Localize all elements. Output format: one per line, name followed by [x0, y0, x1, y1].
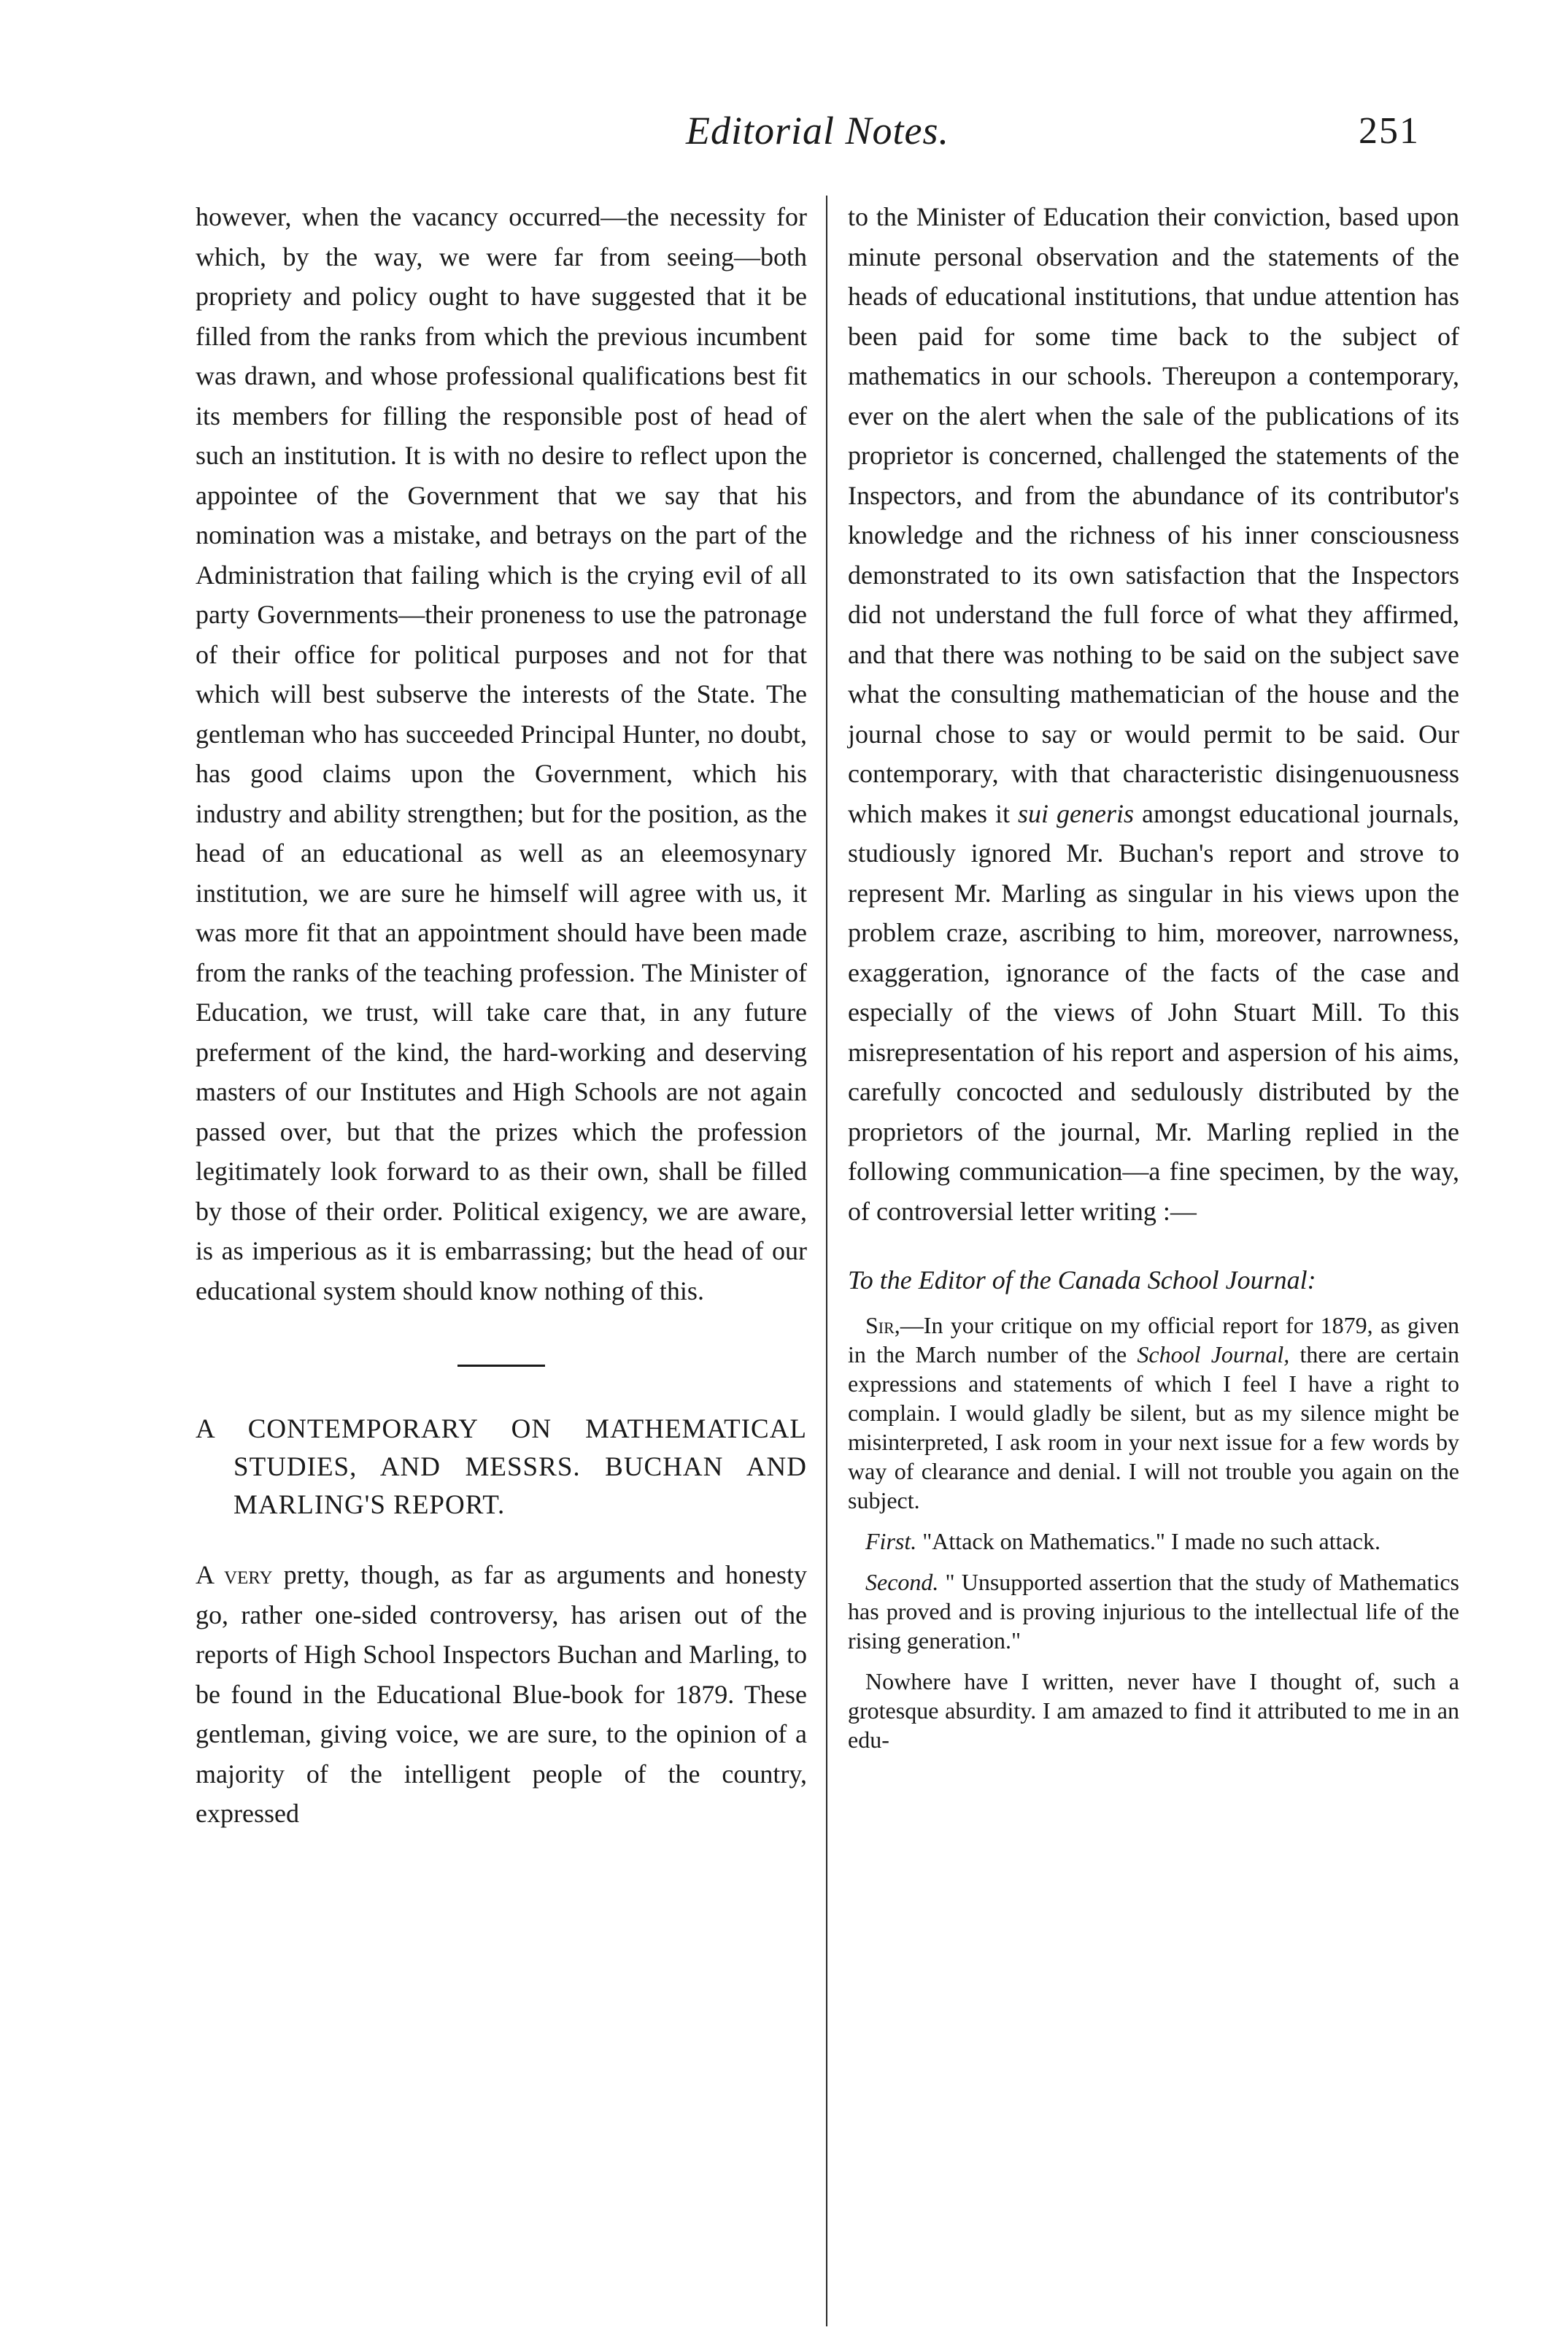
letter-paragraph: Nowhere have I written, never have I thought of, such a grotesque absurdity. I am amazed to find it attributed to me in an edu- [848, 1667, 1459, 1753]
paragraph-text: pretty, though, as far as arguments and honesty go, rather one-sided controversy, has arisen out of the reports of High School Inspectors Buchan and Marling, to be found in the Educational Blue-book for 1879. These gentleman, giving voice, we are sure, to the opinion of a majority of the intelligent people of the country, expressed [196, 1560, 808, 1828]
paragraph-text: " Unsupported assertion that the study of Mathematics has proved and is proving injurious to the intellectual life of the rising generation." [848, 1568, 1459, 1654]
italic-phrase: sui generis [1018, 798, 1135, 828]
letter-paragraph [848, 1311, 1459, 1515]
paragraph-text: there are certain expressions and statements of which I feel I have a right to complain. I would gladly be silent, but as my silence might be misinterpreted, I ask room in your next issue for a few words by way of clearance and denial. I will not trouble you again on the subject. [848, 1340, 1460, 1513]
point-label: Second. [865, 1568, 939, 1595]
section-heading: A CONTEMPORARY ON MATHEMATICAL STUDIES, AND MESSRS. BUCHAN AND MARLING'S REPORT. [196, 1414, 807, 1520]
article-paragraph [196, 1555, 807, 1834]
letter-salutation: To the Editor of the Canada School Journal: [848, 1265, 1316, 1295]
paragraph-text: amongst educational journals, studiously ignored Mr. Buchan's report and strove to represent Mr. Marling as singular in his views upon the problem craze, ascribing to him, moreover, narrowness, exaggeration, ignorance of the facts of the case and especially of the views of John Stuart Mill. To this misrepresentation of his report and aspersion of his aims, carefully concocted and sedulously distributed by the proprietors of the journal, Mr. Marling replied in the following communication—a fine specimen, by the way, of controversial letter writing :— [848, 798, 1459, 1226]
right-column [848, 197, 1459, 1766]
point-label: First. [865, 1527, 917, 1554]
letter-opening: Sir, [865, 1311, 900, 1338]
article-paragraph-continued [848, 197, 1459, 1231]
paragraph-text: —In your critique on my official report for 1879, as given in the March number of the [848, 1311, 1459, 1367]
paragraph-text: to the Minister of Education their conviction, based upon minute personal observation and the statements of the heads of educational institutions, that undue attention has been paid for some time back to the subject of mathematics in our schools. Thereupon a contemporary, ever on the alert when the sale of the publications of its proprietor is concerned, challenged the statements of the Inspectors, and from the abundance of its contributor's knowledge and the richness of his inner consciousness demonstrated to its own satisfaction that the Inspectors did not understand the full force of what they affirmed, and that there was nothing to be said on the subject save what the consulting mathematician of the house and the journal chose to say or would permit to be said. Our contemporary, with that characteristic disingenuousness which makes it [848, 202, 1459, 828]
letter-paragraph [848, 1567, 1459, 1655]
column-rule [826, 196, 827, 2326]
paragraph-text: "Attack on Mathematics." I made no such attack. [916, 1527, 1380, 1554]
lead-in-text: A very [196, 1560, 273, 1589]
letter-paragraph [848, 1527, 1459, 1556]
editorial-paragraph: however, when the vacancy occurred—the necessity for which, by the way, we were far from seeing—both propriety and policy ought to have suggested that it be filled from the ranks from which the previous incumbent was drawn, and whose professional qualifications best fit its members for filling the responsible post of head of such an institution. It is with no desire to reflect upon the appointee of the Government that we say that his nomination was a mistake, and betrays on the part of the Administration that failing which is the crying evil of all party Governments—their proneness to use the patronage of their office for political purposes and not for that which will best subserve the interests of the State. The gentleman who has succeeded Principal Hunter, no doubt, has good claims upon the Government, which his industry and ability strengthen; but for the position, as the head of an educational as well as an eleemosynary institution, we are sure he himself will agree with us, it was more fit that an appointment should have been made from the ranks of the teaching profession. The Minister of Education, we trust, will take care that, in any future preferment of the kind, the hard-working and deserving masters of our Institutes and High Schools are not again passed over, but that the prizes which the profession legitimately look forward to as their own, shall be filled by those of their order. Political exigency, we are aware, is as imperious as it is embarrassing; but the head of our educational system should know nothing of this. [196, 202, 807, 1305]
page-number: 251 [1359, 110, 1420, 152]
section-divider [457, 1365, 545, 1367]
italic-phrase: School Journal, [1137, 1340, 1290, 1367]
left-column [196, 197, 807, 1834]
running-title: Editorial Notes. [686, 109, 950, 153]
letter-block [848, 1311, 1459, 1754]
